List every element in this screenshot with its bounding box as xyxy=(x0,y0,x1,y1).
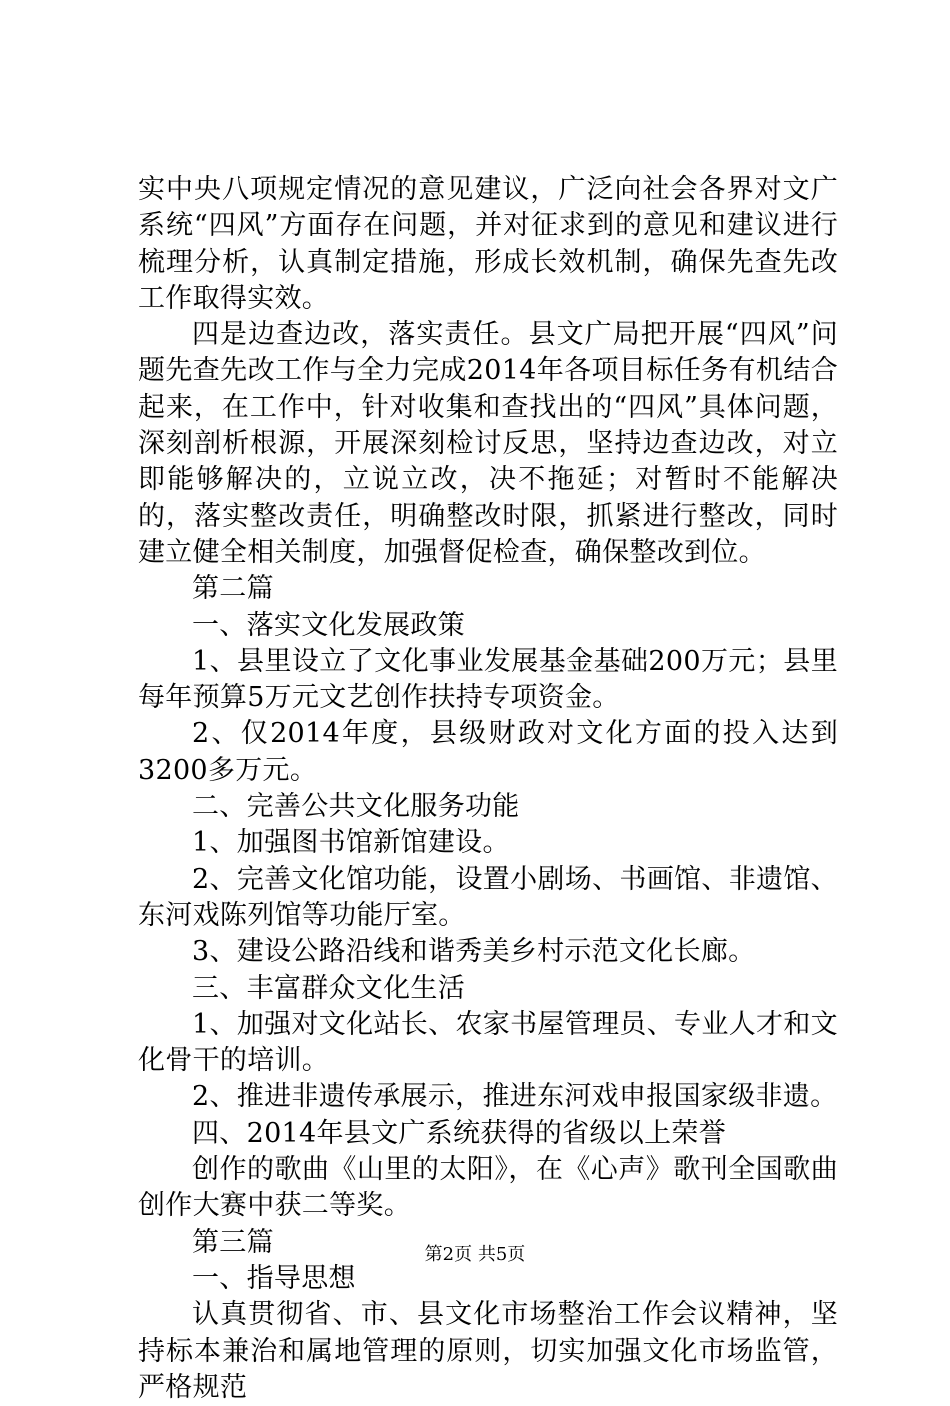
paragraph-culture-1: 1、加强对文化站长、农家书屋管理员、专业人才和文化骨干的培训。 xyxy=(138,1008,838,1077)
subheading-public-service: 二、完善公共文化服务功能 xyxy=(192,791,520,823)
subheading-cultural-life: 三、丰富群众文化生活 xyxy=(192,972,465,1004)
paragraph-policy-2: 2、仅2014年度，县级财政对文化方面的投入达到3200多万元。 xyxy=(138,718,838,786)
subheading-honors: 四、2014年县文广系统获得的省级以上荣誉 xyxy=(192,1117,727,1149)
paragraph-service-3: 3、建设公路沿线和谐秀美乡村示范文化长廊。 xyxy=(192,936,756,968)
paragraph-policy-1: 1、县里设立了文化事业发展基金基础200万元；县里每年预算5万元文艺创作扶持专项资金。 xyxy=(138,645,838,714)
paragraph-service-2: 2、完善文化馆功能，设置小剧场、书画馆、非遗馆、东河戏陈列馆等功能厅室。 xyxy=(138,863,838,931)
page-number-label: 第2页 共5页 xyxy=(424,1244,526,1265)
paragraph-honors: 创作的歌曲《山里的太阳》，在《心声》歌刊全国歌曲创作大赛中获二等奖。 xyxy=(138,1154,838,1222)
paragraph-item-four: 四是边查边改，落实责任。县文广局把开展“四风”问题先查先改工作与全力完成2014年各项目标任务有机结合起来，在工作中，针对收集和查找出的“四风”具体问题，深刻剖析根源，开展深刻检讨反思，坚持边查边改，对立即能够解决的，立说立改，决不拖延；对暂时不能解决的，落实整改责任，明确整改时限，抓紧进行整改，同时建立健全相关制度，加强督促检查，确保整改到位。 xyxy=(138,319,838,568)
paragraph-culture-2: 2、推进非遗传承展示，推进东河戏申报国家级非遗。 xyxy=(192,1081,838,1113)
page-footer xyxy=(0,1244,950,1266)
paragraph-service-1: 1、加强图书馆新馆建设。 xyxy=(192,827,510,859)
paragraph-guiding-ideology: 认真贯彻省、市、县文化市场整治工作会议精神，坚持标本兼治和属地管理的原则，切实加强文化市场监管，严格规范 xyxy=(138,1299,838,1403)
subheading-guiding-ideology: 一、指导思想 xyxy=(192,1262,356,1294)
section-heading-part-two: 第二篇 xyxy=(192,573,274,605)
document-body xyxy=(138,172,838,1406)
subheading-policy: 一、落实文化发展政策 xyxy=(192,609,465,641)
section-heading-part-three: 第三篇 xyxy=(192,1226,274,1258)
paragraph-continuation: 实中央八项规定情况的意见建议，广泛向社会各界对文广系统“四风”方面存在问题，并对征求到的意见和建议进行梳理分析，认真制定措施，形成长效机制，确保先查先改工作取得实效。 xyxy=(138,174,838,314)
